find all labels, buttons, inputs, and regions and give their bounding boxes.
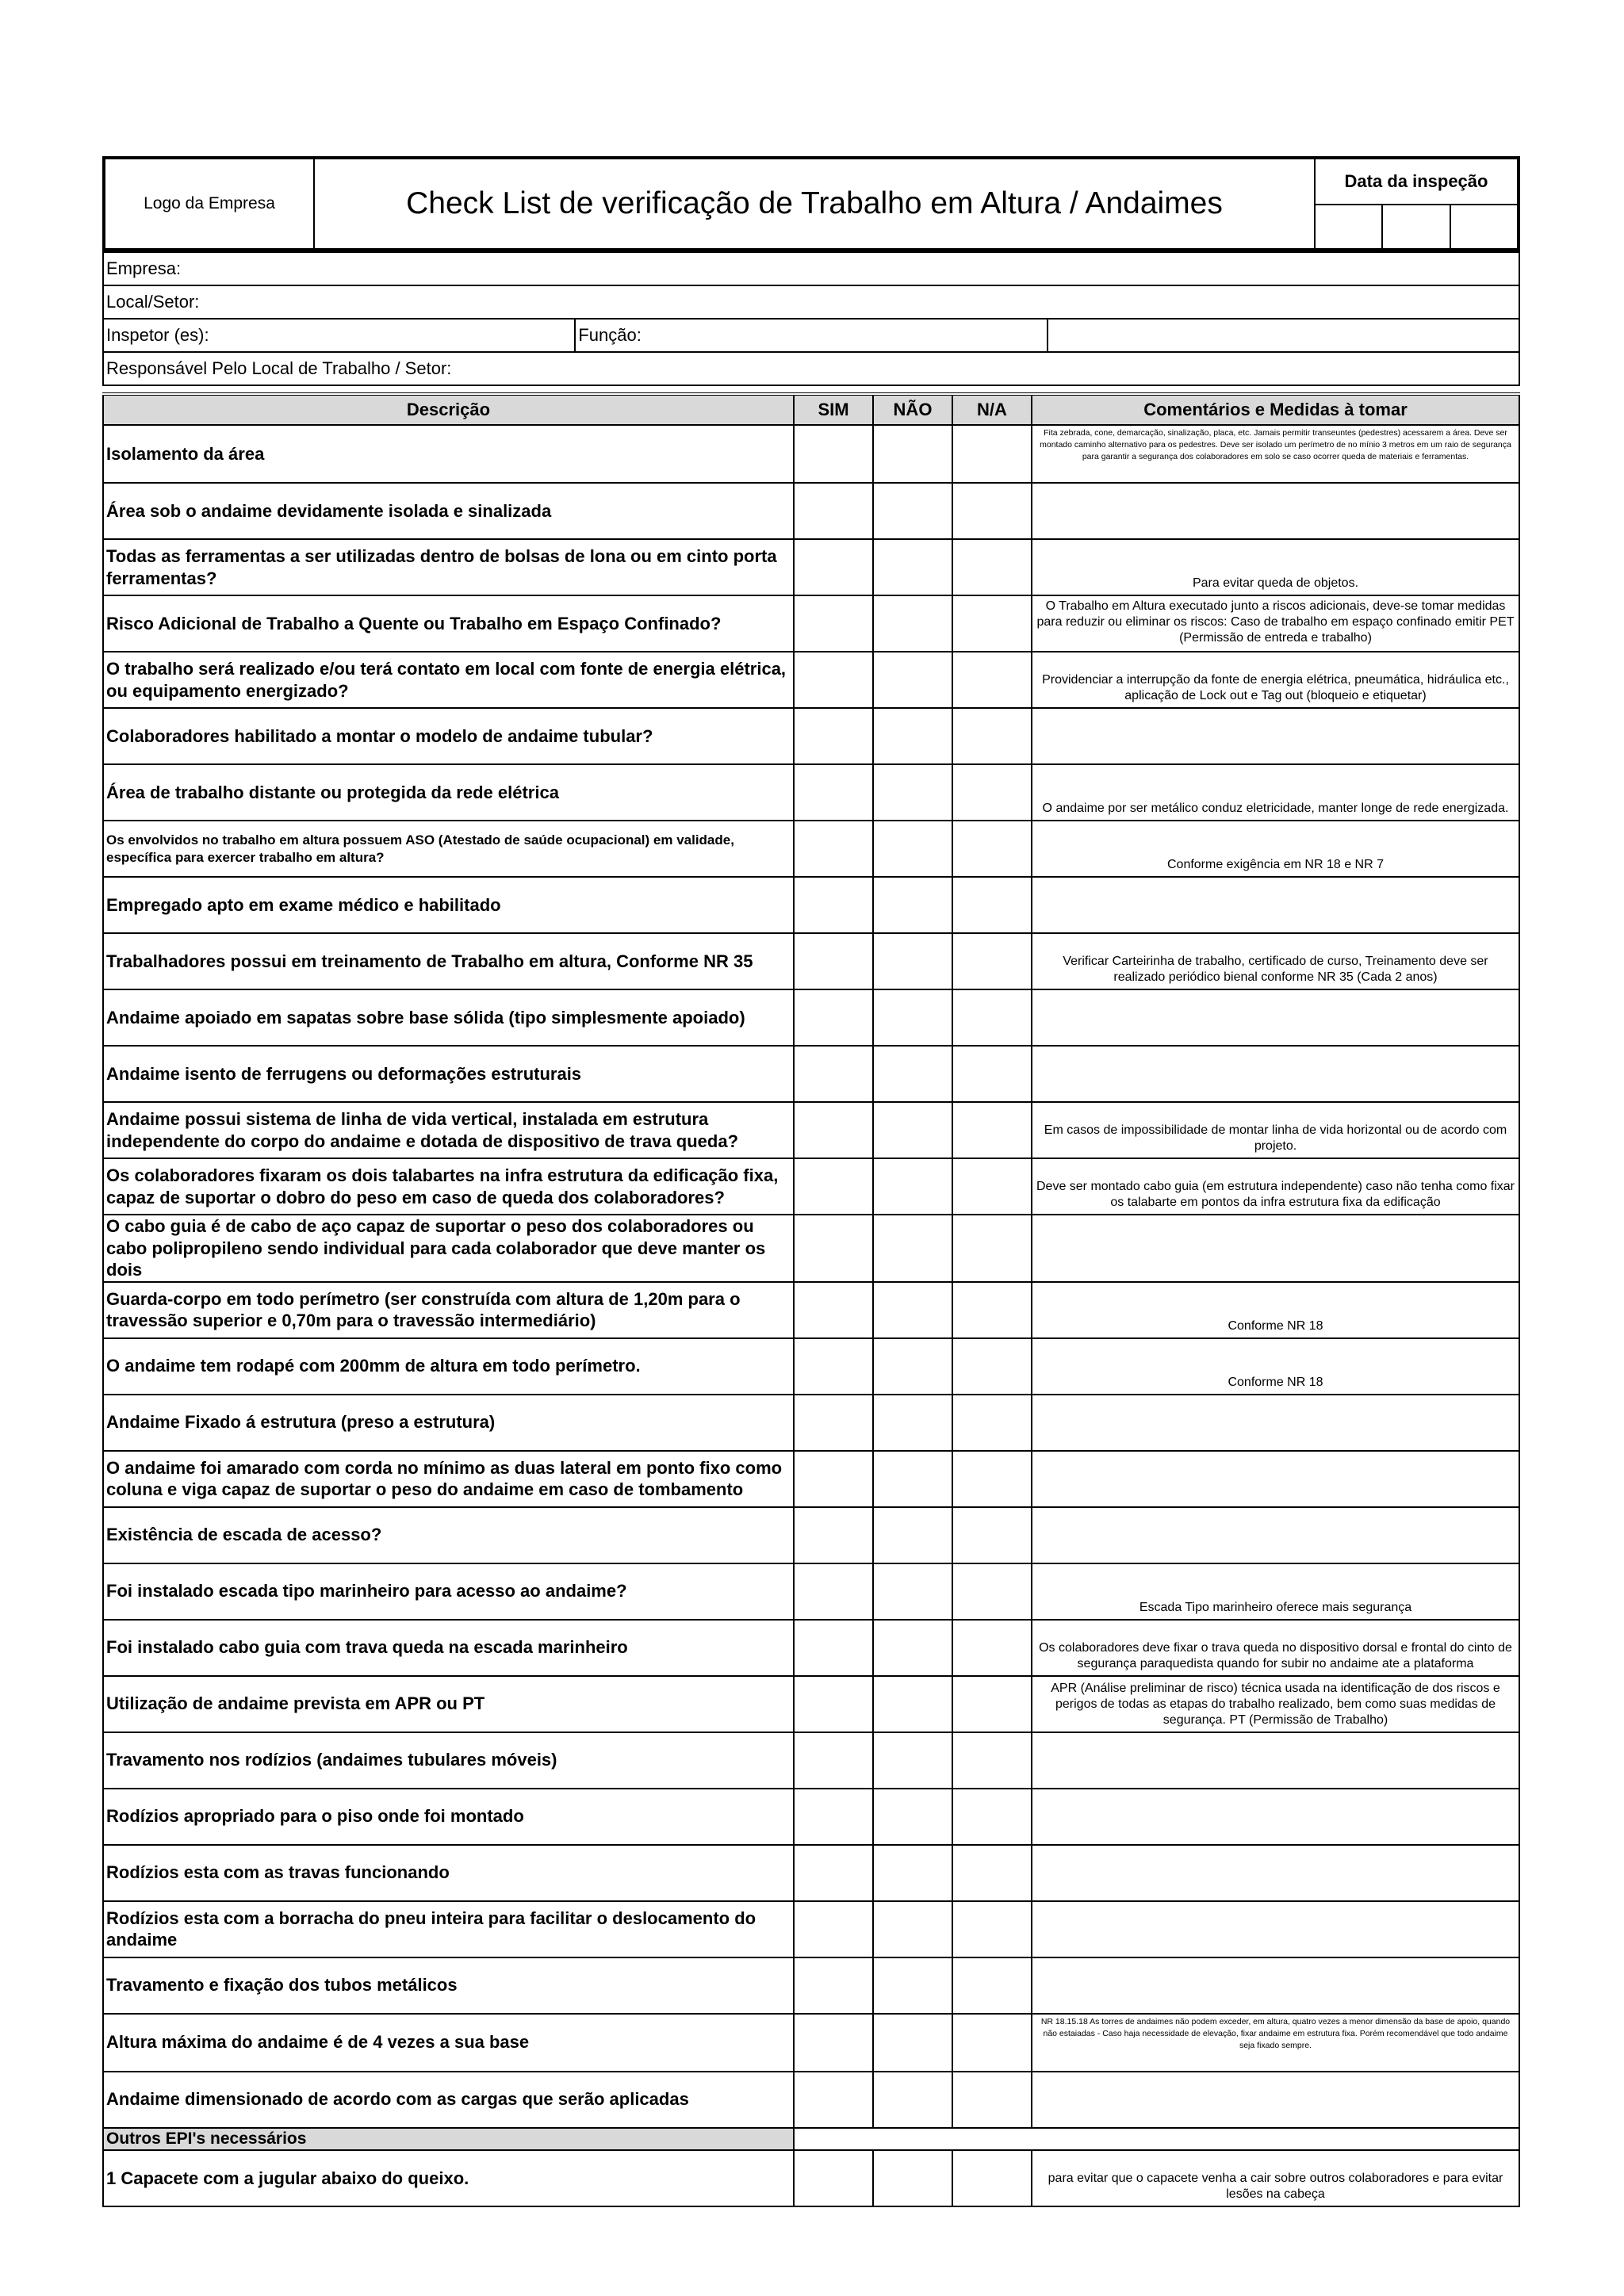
answer-yes-cell[interactable]: [794, 989, 873, 1046]
item-comment[interactable]: [1032, 1957, 1519, 2014]
table-row: [103, 1282, 1519, 1338]
answer-na-cell[interactable]: [952, 1338, 1032, 1395]
item-comment[interactable]: Conforme NR 18: [1032, 1282, 1519, 1338]
answer-yes-cell[interactable]: [794, 764, 873, 821]
answer-yes-cell[interactable]: [794, 1046, 873, 1102]
answer-no-cell[interactable]: [873, 2014, 952, 2072]
answer-na-cell[interactable]: [952, 1395, 1032, 1451]
table-row: [103, 1620, 1519, 1676]
item-description: Risco Adicional de Trabalho a Quente ou Trabalho em Espaço Confinado?: [103, 595, 794, 652]
table-row: [103, 483, 1519, 539]
page-title: Check List de verificação de Trabalho em Altura / Andaimes: [314, 158, 1315, 250]
item-description: Rodízios esta com a borracha do pneu inteira para facilitar o deslocamento do andaime: [103, 1901, 794, 1957]
table-row: [103, 1158, 1519, 1215]
answer-no-cell[interactable]: [873, 1282, 952, 1338]
item-comment[interactable]: NR 18.15.18 As torres de andaimes não podem exceder, em altura, quatro vezes a menor dimensão da base de apoio, quando não estaiadas - Caso haja necessidade de elevação, fixar andaime em estrutura fixa. Porém recomendável que todo andaime seja fixado sempre.: [1032, 2014, 1519, 2072]
item-comment[interactable]: [1032, 1789, 1519, 1845]
inspection-date-year-field[interactable]: [1451, 205, 1517, 248]
answer-na-cell[interactable]: [952, 1620, 1032, 1676]
answer-na-cell[interactable]: [952, 1451, 1032, 1507]
answer-yes-cell[interactable]: [794, 1451, 873, 1507]
column-header-row: [103, 394, 1519, 425]
item-description: Existência de escada de acesso?: [103, 1507, 794, 1563]
answer-no-cell[interactable]: [873, 933, 952, 989]
answer-yes-cell[interactable]: [794, 425, 873, 483]
answer-na-cell[interactable]: [952, 764, 1032, 821]
table-row: [103, 2014, 1519, 2072]
inspection-date-label: Data da inspeção: [1316, 159, 1517, 205]
answer-no-cell[interactable]: [873, 1957, 952, 2014]
answer-yes-cell[interactable]: [794, 2072, 873, 2128]
item-description: Isolamento da área: [103, 425, 794, 483]
answer-na-cell[interactable]: [952, 877, 1032, 933]
answer-na-cell[interactable]: [952, 483, 1032, 539]
item-description: Andaime Fixado á estrutura (preso a estrutura): [103, 1395, 794, 1451]
answer-no-cell[interactable]: [873, 1102, 952, 1158]
table-row: [103, 708, 1519, 764]
column-header-na: N/A: [952, 394, 1032, 425]
answer-na-cell[interactable]: [952, 2150, 1032, 2206]
item-comment[interactable]: Deve ser montado cabo guia (em estrutura independente) caso não tenha como fixar os talabarte em pontos da infra estrutura fixa da edificação: [1032, 1158, 1519, 1215]
table-row: [103, 1046, 1519, 1102]
answer-no-cell[interactable]: [873, 1338, 952, 1395]
answer-yes-cell[interactable]: [794, 1676, 873, 1732]
item-description: O cabo guia é de cabo de aço capaz de suportar o peso dos colaboradores ou cabo polipropileno sendo individual para cada colaborador que deve manter os dois: [103, 1215, 794, 1282]
answer-na-cell[interactable]: [952, 1102, 1032, 1158]
item-description: Todas as ferramentas a ser utilizadas dentro de bolsas de lona ou em cinto porta ferramentas?: [103, 539, 794, 595]
table-row: [103, 1215, 1519, 1282]
answer-na-cell[interactable]: [952, 1158, 1032, 1215]
answer-yes-cell[interactable]: [794, 1563, 873, 1620]
answer-na-cell[interactable]: [952, 1901, 1032, 1957]
answer-yes-cell[interactable]: [794, 1732, 873, 1789]
header-table: [102, 156, 1520, 251]
answer-na-cell[interactable]: [952, 539, 1032, 595]
table-row: [103, 764, 1519, 821]
answer-no-cell[interactable]: [873, 1845, 952, 1901]
table-row: [103, 1676, 1519, 1732]
item-comment[interactable]: [1032, 1901, 1519, 1957]
item-description: Andaime isento de ferrugens ou deformações estruturais: [103, 1046, 794, 1102]
answer-no-cell[interactable]: [873, 1563, 952, 1620]
table-row: [103, 1732, 1519, 1789]
answer-yes-cell[interactable]: [794, 1158, 873, 1215]
answer-yes-cell[interactable]: [794, 1395, 873, 1451]
answer-yes-cell[interactable]: [794, 1901, 873, 1957]
table-row: [103, 595, 1519, 652]
column-header-comments: Comentários e Medidas à tomar: [1032, 394, 1519, 425]
answer-no-cell[interactable]: [873, 1395, 952, 1451]
column-header-description: Descrição: [103, 394, 794, 425]
table-row: [103, 652, 1519, 708]
table-row: [103, 1338, 1519, 1395]
answer-na-cell[interactable]: [952, 1957, 1032, 2014]
section-title-other-ppe: Outros EPI's necessários: [103, 2128, 794, 2150]
answer-no-cell[interactable]: [873, 1507, 952, 1563]
answer-yes-cell[interactable]: [794, 1845, 873, 1901]
answer-no-cell[interactable]: [873, 1158, 952, 1215]
item-description: Utilização de andaime prevista em APR ou PT: [103, 1676, 794, 1732]
table-row: [103, 933, 1519, 989]
table-row: [103, 1563, 1519, 1620]
item-comment[interactable]: [1032, 1845, 1519, 1901]
checklist-table: [102, 392, 1520, 2207]
answer-na-cell[interactable]: [952, 1732, 1032, 1789]
item-description: Os envolvidos no trabalho em altura possuem ASO (Atestado de saúde ocupacional) em validade, específica para exercer trabalho em altura?: [103, 821, 794, 877]
table-row: [103, 821, 1519, 877]
item-comment[interactable]: O Trabalho em Altura executado junto a riscos adicionais, deve-se tomar medidas para reduzir ou eliminar os riscos: Caso de trabalho em espaço confinado emitir PET (Permissão de entreda e trabalho): [1032, 595, 1519, 652]
table-row: [103, 1789, 1519, 1845]
answer-yes-cell[interactable]: [794, 652, 873, 708]
answer-yes-cell[interactable]: [794, 595, 873, 652]
item-comment[interactable]: APR (Análise preliminar de risco) técnica usada na identificação de dos riscos e perigos de todas as etapas do trabalho realizado, bem como suas medidas de segurança. PT (Permissão de Trabalho): [1032, 1676, 1519, 1732]
item-description: Os colaboradores fixaram os dois talabartes na infra estrutura da edificação fixa, capaz de suportar o dobro do peso em caso de queda dos colaboradores?: [103, 1158, 794, 1215]
table-row: [103, 1507, 1519, 1563]
item-comment[interactable]: Em casos de impossibilidade de montar linha de vida horizontal ou de acordo com projeto.: [1032, 1102, 1519, 1158]
answer-no-cell[interactable]: [873, 2072, 952, 2128]
item-description: Altura máxima do andaime é de 4 vezes a sua base: [103, 2014, 794, 2072]
item-comment[interactable]: Para evitar queda de objetos.: [1032, 539, 1519, 595]
answer-no-cell[interactable]: [873, 821, 952, 877]
inspector-field[interactable]: Inspetor (es):: [103, 319, 575, 352]
item-description: Trabalhadores possui em treinamento de Trabalho em altura, Conforme NR 35: [103, 933, 794, 989]
answer-no-cell[interactable]: [873, 877, 952, 933]
item-description: Travamento nos rodízios (andaimes tubulares móveis): [103, 1732, 794, 1789]
table-row: [103, 1901, 1519, 1957]
answer-no-cell[interactable]: [873, 1732, 952, 1789]
item-comment[interactable]: para evitar que o capacete venha a cair sobre outros colaboradores e para evitar lesões na cabeça: [1032, 2150, 1519, 2206]
section-row-other-ppe: [103, 2128, 1519, 2150]
item-comment[interactable]: [1032, 877, 1519, 933]
item-description: Andaime possui sistema de linha de vida vertical, instalada em estrutura independente do corpo do andaime e dotada de dispositivo de trava queda?: [103, 1102, 794, 1158]
item-comment[interactable]: [1032, 1732, 1519, 1789]
item-description: Área de trabalho distante ou protegida da rede elétrica: [103, 764, 794, 821]
answer-no-cell[interactable]: [873, 1451, 952, 1507]
company-logo-placeholder: Logo da Empresa: [104, 158, 314, 250]
table-row: [103, 1451, 1519, 1507]
item-description: Rodízios esta com as travas funcionando: [103, 1845, 794, 1901]
answer-na-cell[interactable]: [952, 652, 1032, 708]
answer-na-cell[interactable]: [952, 821, 1032, 877]
item-description: Foi instalado escada tipo marinheiro para acesso ao andaime?: [103, 1563, 794, 1620]
item-comment[interactable]: [1032, 483, 1519, 539]
answer-no-cell[interactable]: [873, 595, 952, 652]
table-row: [103, 425, 1519, 483]
answer-no-cell[interactable]: [873, 425, 952, 483]
answer-no-cell[interactable]: [873, 1620, 952, 1676]
answer-yes-cell[interactable]: [794, 821, 873, 877]
answer-yes-cell[interactable]: [794, 539, 873, 595]
answer-yes-cell[interactable]: [794, 1789, 873, 1845]
role-label: Função:: [575, 319, 1047, 352]
answer-na-cell[interactable]: [952, 595, 1032, 652]
item-comment[interactable]: Conforme exigência em NR 18 e NR 7: [1032, 821, 1519, 877]
inspection-date-box: [1315, 158, 1519, 250]
item-description: Rodízios apropriado para o piso onde foi montado: [103, 1789, 794, 1845]
answer-no-cell[interactable]: [873, 1046, 952, 1102]
table-row: [103, 539, 1519, 595]
table-row: [103, 1845, 1519, 1901]
answer-no-cell[interactable]: [873, 1789, 952, 1845]
answer-na-cell[interactable]: [952, 1046, 1032, 1102]
location-field[interactable]: Local/Setor:: [103, 285, 1519, 319]
item-description: 1 Capacete com a jugular abaixo do queixo.: [103, 2150, 794, 2206]
answer-na-cell[interactable]: [952, 1215, 1032, 1282]
answer-no-cell[interactable]: [873, 708, 952, 764]
answer-yes-cell[interactable]: [794, 877, 873, 933]
answer-na-cell[interactable]: [952, 933, 1032, 989]
answer-yes-cell[interactable]: [794, 933, 873, 989]
answer-na-cell[interactable]: [952, 2072, 1032, 2128]
checklist-sheet: [102, 156, 1520, 2207]
item-comment[interactable]: [1032, 1507, 1519, 1563]
company-field[interactable]: Empresa:: [103, 252, 1519, 285]
answer-yes-cell[interactable]: [794, 483, 873, 539]
info-table: [102, 251, 1520, 386]
item-comment[interactable]: Escada Tipo marinheiro oferece mais segurança: [1032, 1563, 1519, 1620]
table-row: [103, 1102, 1519, 1158]
item-comment[interactable]: [1032, 1395, 1519, 1451]
answer-no-cell[interactable]: [873, 652, 952, 708]
answer-na-cell[interactable]: [952, 1676, 1032, 1732]
item-comment[interactable]: [1032, 989, 1519, 1046]
answer-yes-cell[interactable]: [794, 1282, 873, 1338]
answer-yes-cell[interactable]: [794, 708, 873, 764]
item-description: O trabalho será realizado e/ou terá contato em local com fonte de energia elétrica, ou equipamento energizado?: [103, 652, 794, 708]
inspection-date-month-field[interactable]: [1383, 205, 1450, 248]
item-description: Guarda-corpo em todo perímetro (ser construída com altura de 1,20m para o travessão superior e 0,70m para o travessão intermediário): [103, 1282, 794, 1338]
answer-yes-cell[interactable]: [794, 1507, 873, 1563]
item-description: Travamento e fixação dos tubos metálicos: [103, 1957, 794, 2014]
answer-yes-cell[interactable]: [794, 1215, 873, 1282]
item-comment[interactable]: Conforme NR 18: [1032, 1338, 1519, 1395]
item-description: Colaboradores habilitado a montar o modelo de andaime tubular?: [103, 708, 794, 764]
column-header-no: NÃO: [873, 394, 952, 425]
item-comment[interactable]: [1032, 1215, 1519, 1282]
role-field[interactable]: [1048, 319, 1519, 352]
answer-na-cell[interactable]: [952, 708, 1032, 764]
answer-no-cell[interactable]: [873, 764, 952, 821]
table-row: [103, 989, 1519, 1046]
answer-na-cell[interactable]: [952, 2014, 1032, 2072]
answer-na-cell[interactable]: [952, 1845, 1032, 1901]
answer-yes-cell[interactable]: [794, 1102, 873, 1158]
table-row: [103, 877, 1519, 933]
item-comment[interactable]: [1032, 1046, 1519, 1102]
answer-no-cell[interactable]: [873, 1215, 952, 1282]
item-description: O andaime foi amarado com corda no mínimo as duas lateral em ponto fixo como coluna e viga capaz de suportar o peso do andaime em caso de tombamento: [103, 1451, 794, 1507]
answer-no-cell[interactable]: [873, 483, 952, 539]
item-description: Área sob o andaime devidamente isolada e sinalizada: [103, 483, 794, 539]
item-comment[interactable]: [1032, 708, 1519, 764]
answer-no-cell[interactable]: [873, 2150, 952, 2206]
table-row: [103, 2150, 1519, 2206]
answer-yes-cell[interactable]: [794, 2014, 873, 2072]
answer-no-cell[interactable]: [873, 1676, 952, 1732]
answer-no-cell[interactable]: [873, 989, 952, 1046]
answer-yes-cell[interactable]: [794, 2150, 873, 2206]
inspection-date-day-field[interactable]: [1316, 205, 1383, 248]
item-comment[interactable]: Verificar Carteirinha de trabalho, certificado de curso, Treinamento deve ser realizado periódico bienal conforme NR 35 (Cada 2 anos): [1032, 933, 1519, 989]
answer-yes-cell[interactable]: [794, 1957, 873, 2014]
item-comment[interactable]: Os colaboradores deve fixar o trava queda no dispositivo dorsal e frontal do cinto de segurança paraquedista quando for subir no andaime ate a plataforma: [1032, 1620, 1519, 1676]
table-row: [103, 1957, 1519, 2014]
answer-na-cell[interactable]: [952, 989, 1032, 1046]
item-description: Empregado apto em exame médico e habilitado: [103, 877, 794, 933]
item-description: O andaime tem rodapé com 200mm de altura em todo perímetro.: [103, 1338, 794, 1395]
answer-yes-cell[interactable]: [794, 1338, 873, 1395]
answer-na-cell[interactable]: [952, 1563, 1032, 1620]
item-description: Foi instalado cabo guia com trava queda na escada marinheiro: [103, 1620, 794, 1676]
item-description: Andaime apoiado em sapatas sobre base sólida (tipo simplesmente apoiado): [103, 989, 794, 1046]
item-comment[interactable]: O andaime por ser metálico conduz eletricidade, manter longe de rede energizada.: [1032, 764, 1519, 821]
answer-no-cell[interactable]: [873, 539, 952, 595]
column-header-yes: SIM: [794, 394, 873, 425]
responsible-field[interactable]: Responsável Pelo Local de Trabalho / Setor:: [103, 352, 1519, 385]
item-comment[interactable]: [1032, 1451, 1519, 1507]
answer-na-cell[interactable]: [952, 1507, 1032, 1563]
item-comment[interactable]: Providenciar a interrupção da fonte de energia elétrica, pneumática, hidráulica etc., aplicação de Lock out e Tag out (bloqueio e etiquetar): [1032, 652, 1519, 708]
answer-na-cell[interactable]: [952, 425, 1032, 483]
section-empty-cell: [794, 2128, 1519, 2150]
answer-yes-cell[interactable]: [794, 1620, 873, 1676]
answer-na-cell[interactable]: [952, 1282, 1032, 1338]
answer-na-cell[interactable]: [952, 1789, 1032, 1845]
item-comment[interactable]: [1032, 2072, 1519, 2128]
table-row: [103, 2072, 1519, 2128]
item-comment[interactable]: Fita zebrada, cone, demarcação, sinalização, placa, etc. Jamais permitir transeuntes (pedestres) acessarem a área. Deve ser montado caminho alternativo para os pedestres. Deve ser isolado um perímetro de no mínio 3 metros em um raio de segurança para garantir a segurança dos colaboradores em solo se caso ocorrer queda de materiais e ferramentas.: [1032, 425, 1519, 483]
item-description: Andaime dimensionado de acordo com as cargas que serão aplicadas: [103, 2072, 794, 2128]
table-row: [103, 1395, 1519, 1451]
answer-no-cell[interactable]: [873, 1901, 952, 1957]
